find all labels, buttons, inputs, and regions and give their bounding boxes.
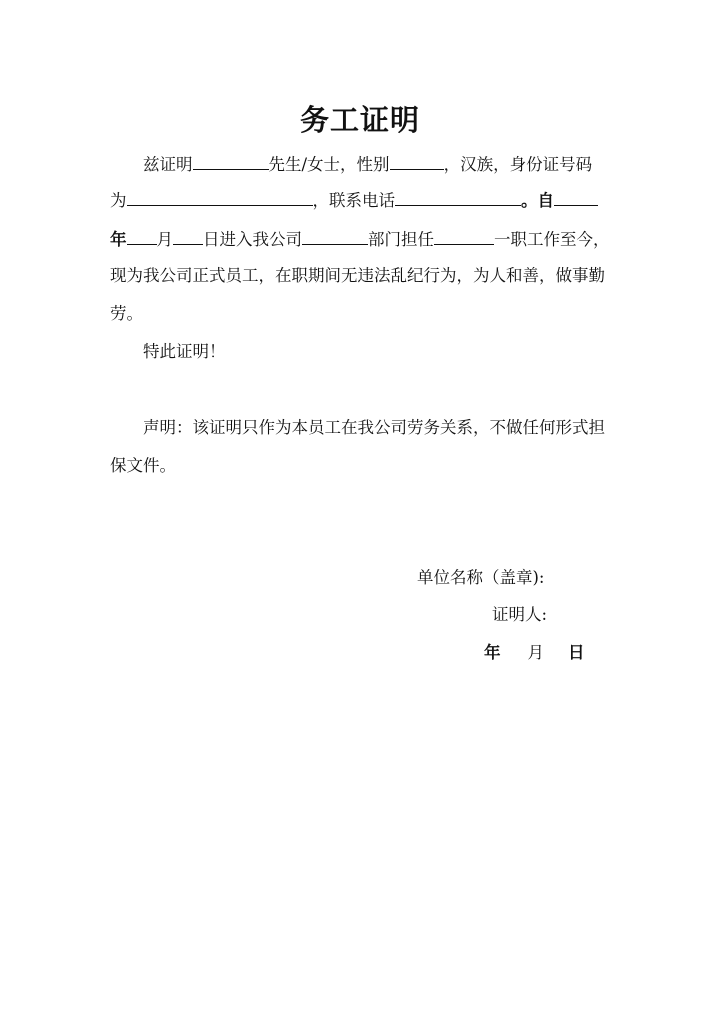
- declaration-line-2: 保文件。: [110, 456, 176, 475]
- date-line: [484, 641, 585, 665]
- id-number-blank[interactable]: [127, 188, 313, 206]
- body-line-4: 现为我公司正式员工，在职期间无违法乱纪行为，为人和善，做事勤: [110, 266, 605, 285]
- body-line-1: [110, 152, 615, 177]
- body-text: 为: [110, 191, 127, 210]
- start-year-blank[interactable]: [554, 188, 598, 206]
- body-text: 日进入我公司: [203, 230, 302, 249]
- body-text: 月: [156, 230, 173, 249]
- body-line-2: [110, 188, 615, 213]
- unit-name-label: 单位名称（盖章):: [417, 568, 545, 587]
- gender-blank[interactable]: [390, 152, 444, 170]
- body-text: 部门担任: [368, 230, 434, 249]
- certifier-label: 证明人:: [492, 605, 548, 624]
- body-text: 。自: [521, 191, 554, 210]
- name-blank[interactable]: [193, 152, 269, 170]
- phone-blank[interactable]: [395, 188, 521, 206]
- body-line-3: [110, 227, 615, 252]
- body-text: ，联系电话: [312, 191, 395, 210]
- year-label: 年: [484, 643, 501, 662]
- body-text: 先生/女士，性别: [268, 155, 390, 174]
- body-text: 年: [110, 230, 127, 249]
- body-text: ，汉族，身份证号码: [443, 155, 593, 174]
- declaration-line-1: 声明：该证明只作为本员工在我公司劳务关系，不做任何形式担: [143, 418, 605, 437]
- department-blank[interactable]: [302, 227, 368, 245]
- body-line-5: 劳。: [110, 304, 143, 323]
- document-title: 务工证明: [299, 103, 420, 137]
- day-label: 日: [568, 643, 585, 662]
- body-text: 一职工作至今，: [494, 230, 610, 249]
- body-text: 兹证明: [143, 155, 193, 174]
- month-label: 月: [527, 643, 544, 662]
- closing-text: 特此证明！: [143, 342, 226, 361]
- start-day-blank[interactable]: [173, 227, 203, 245]
- start-month-blank[interactable]: [127, 227, 157, 245]
- position-blank[interactable]: [434, 227, 494, 245]
